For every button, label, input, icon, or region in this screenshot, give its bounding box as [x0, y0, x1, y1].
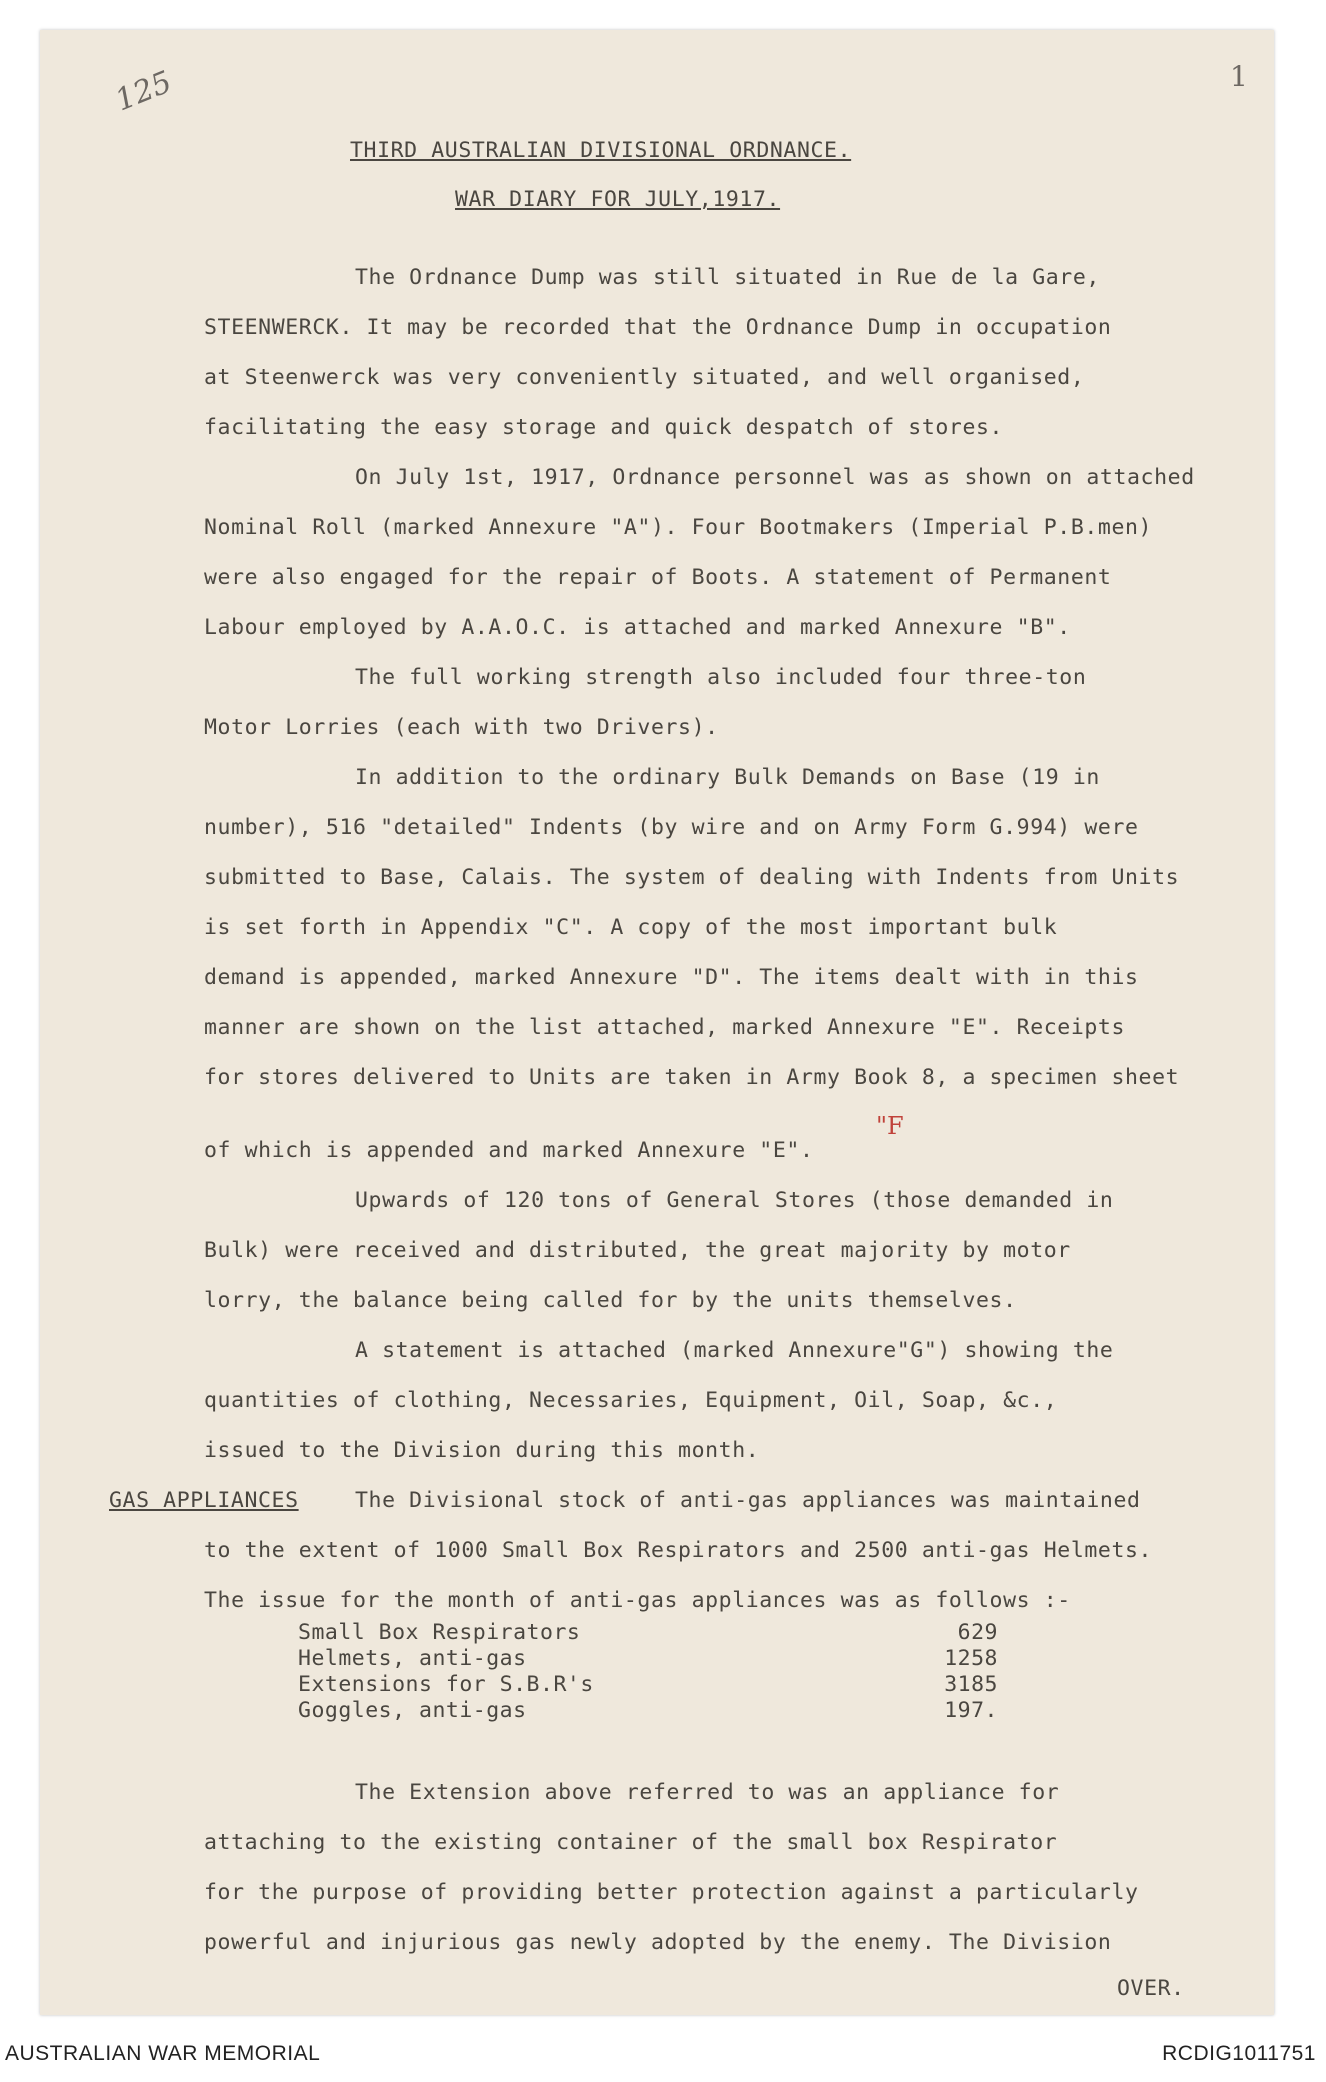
- text-line: The issue for the month of anti-gas appliances was as follows :-: [204, 1588, 1071, 1613]
- text-line: Upwards of 120 tons of General Stores (those demanded in: [355, 1188, 1114, 1213]
- document-subtitle: WAR DIARY FOR JULY,1917.: [455, 187, 781, 212]
- text-line: manner are shown on the list attached, marked Annexure "E". Receipts: [204, 1015, 1125, 1040]
- gas-appliances-heading: GAS APPLIANCES: [109, 1488, 299, 1513]
- text-line: In addition to the ordinary Bulk Demands on Base (19 in: [355, 765, 1100, 790]
- table-cell-item: Helmets, anti-gas: [298, 1646, 527, 1671]
- table-cell-qty: 3185: [944, 1672, 998, 1697]
- text-line: at Steenwerck was very conveniently situated, and well organised,: [204, 365, 1085, 390]
- table-row: [298, 1672, 998, 1698]
- table-row: [298, 1620, 998, 1646]
- document-page: [40, 30, 1274, 2015]
- table-cell-qty: 197.: [944, 1698, 998, 1723]
- document-title: THIRD AUSTRALIAN DIVISIONAL ORDNANCE.: [350, 138, 852, 163]
- text-line: demand is appended, marked Annexure "D". The items dealt with in this: [204, 965, 1139, 990]
- folio-number: 125: [110, 64, 177, 119]
- text-line: The Divisional stock of anti-gas appliances was maintained: [355, 1488, 1141, 1513]
- text-line: Labour employed by A.A.O.C. is attached and marked Annexure "B".: [204, 615, 1071, 640]
- table-cell-item: Extensions for S.B.R's: [298, 1672, 594, 1697]
- footer-institution: AUSTRALIAN WAR MEMORIAL: [5, 2042, 321, 2065]
- text-line: Nominal Roll (marked Annexure "A"). Four Bootmakers (Imperial P.B.men): [204, 515, 1153, 540]
- text-line: attaching to the existing container of the small box Respirator: [204, 1830, 1058, 1855]
- text-line: for the purpose of providing better protection against a particularly: [204, 1880, 1139, 1905]
- footer-record-id: RCDIG1011751: [1162, 2042, 1316, 2065]
- table-row: [298, 1646, 998, 1672]
- text-line: to the extent of 1000 Small Box Respirators and 2500 anti-gas Helmets.: [204, 1538, 1153, 1563]
- text-line: Bulk) were received and distributed, the great majority by motor: [204, 1238, 1071, 1263]
- text-line: The Ordnance Dump was still situated in Rue de la Gare,: [355, 265, 1100, 290]
- table-cell-item: Goggles, anti-gas: [298, 1698, 527, 1723]
- table-row: [298, 1698, 998, 1724]
- text-line: On July 1st, 1917, Ordnance personnel was as shown on attached: [355, 465, 1195, 490]
- text-line: submitted to Base, Calais. The system of dealing with Indents from Units: [204, 865, 1180, 890]
- text-line: Motor Lorries (each with two Drivers).: [204, 715, 719, 740]
- text-line: facilitating the easy storage and quick despatch of stores.: [204, 415, 1004, 440]
- table-cell-item: Small Box Respirators: [298, 1620, 581, 1645]
- gas-appliances-table: [298, 1620, 998, 1724]
- correction-mark: "F: [876, 1112, 904, 1140]
- text-line: The Extension above referred to was an appliance for: [355, 1780, 1060, 1805]
- text-line: lorry, the balance being called for by the units themselves.: [204, 1288, 1017, 1313]
- text-line: issued to the Division during this month.: [204, 1438, 760, 1463]
- table-cell-qty: 1258: [944, 1646, 998, 1671]
- text-line: number), 516 "detailed" Indents (by wire and on Army Form G.994) were: [204, 815, 1139, 840]
- text-line: quantities of clothing, Necessaries, Equipment, Oil, Soap, &c.,: [204, 1388, 1058, 1413]
- text-line: is set forth in Appendix "C". A copy of the most important bulk: [204, 915, 1058, 940]
- text-line: A statement is attached (marked Annexure"G") showing the: [355, 1338, 1114, 1363]
- text-line: The full working strength also included four three-ton: [355, 665, 1087, 690]
- text-line: powerful and injurious gas newly adopted by the enemy. The Division: [204, 1930, 1112, 1955]
- text-line: of which is appended and marked Annexure "E".: [204, 1138, 814, 1163]
- page-number: 1: [1230, 60, 1248, 93]
- table-cell-qty: 629: [957, 1620, 998, 1645]
- text-line: were also engaged for the repair of Boots. A statement of Permanent: [204, 565, 1112, 590]
- continuation-note: OVER.: [1117, 1976, 1185, 2001]
- text-line: for stores delivered to Units are taken in Army Book 8, a specimen sheet: [204, 1065, 1180, 1090]
- text-line: STEENWERCK. It may be recorded that the Ordnance Dump in occupation: [204, 315, 1112, 340]
